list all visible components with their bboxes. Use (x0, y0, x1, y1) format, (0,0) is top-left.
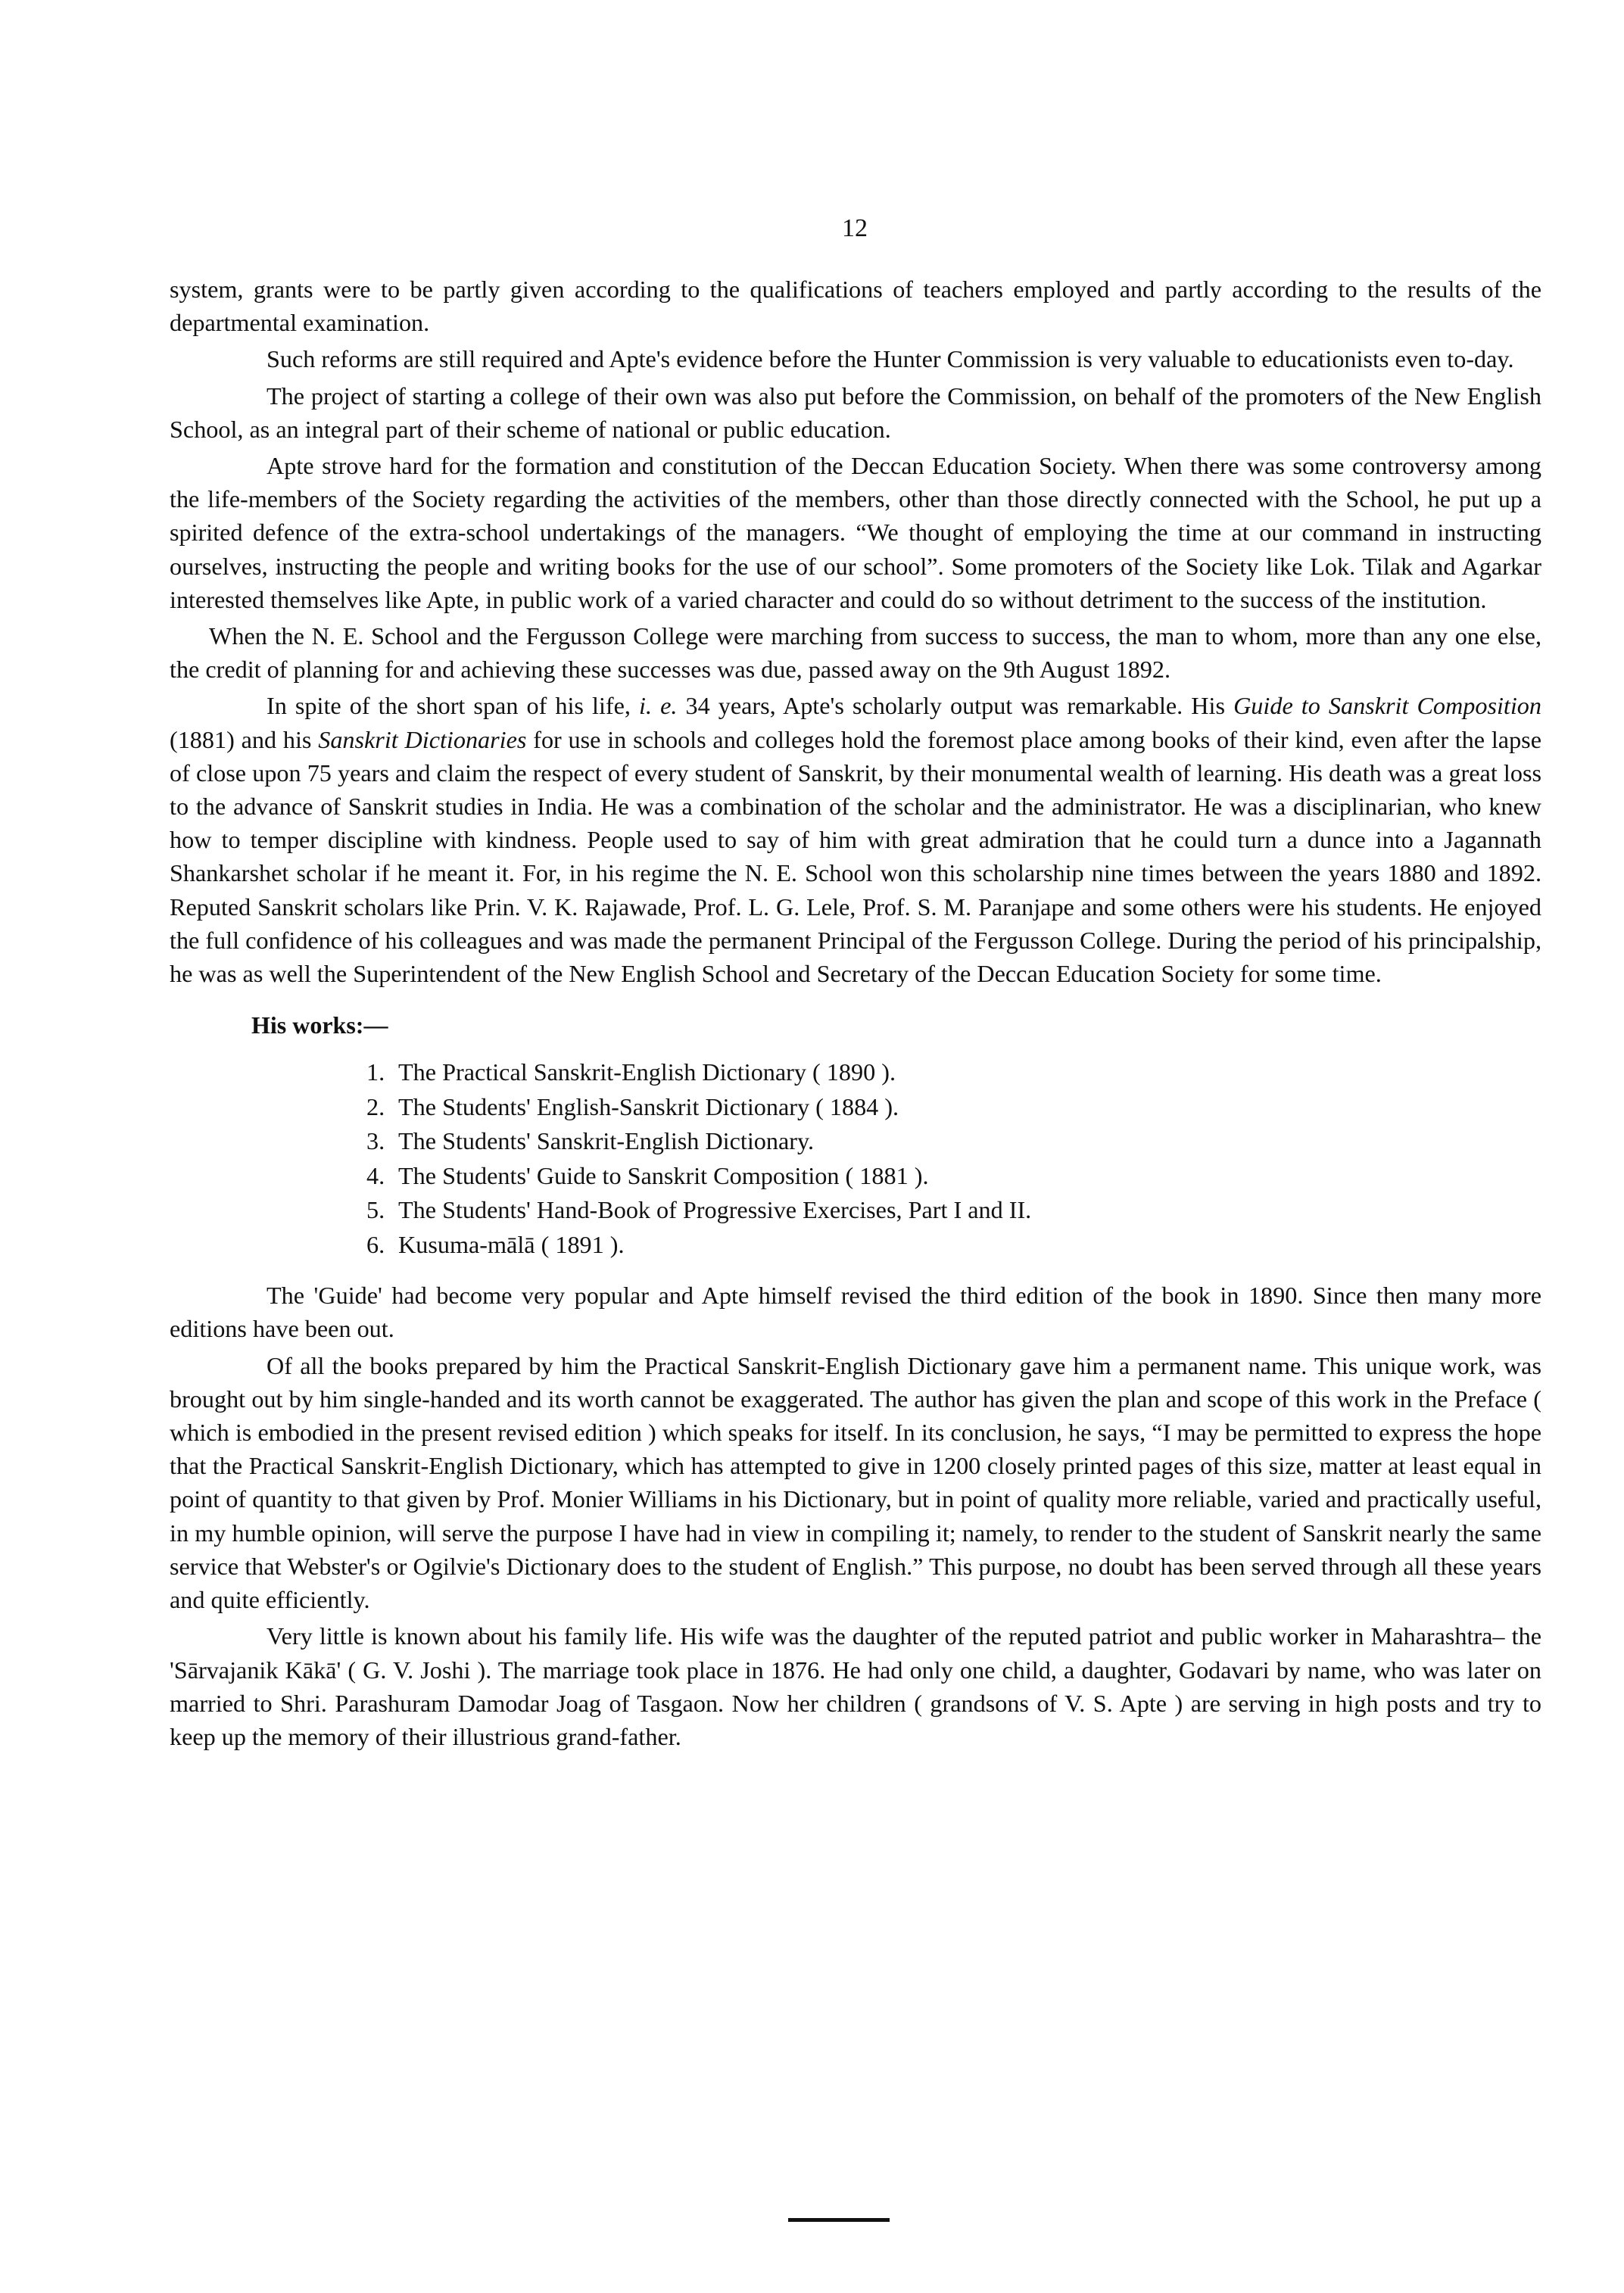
works-heading: His works:— (251, 1011, 388, 1039)
item-number: 4. (366, 1161, 385, 1189)
text-run: 34 years, Apte's scholarly output was remarkable. His (677, 692, 1234, 720)
item-number: 2. (366, 1092, 385, 1120)
item-number: 1. (366, 1058, 385, 1086)
item-number: 3. (366, 1127, 385, 1155)
works-list-item (366, 1124, 1541, 1159)
works-list-item (366, 1159, 1541, 1194)
paragraph-death: When the N. E. School and the Fergusson College were marching from success to success, the man to whom, more than any one else, the credit of planning for and achieving these successes was due, passed away on the 9th August 1892. (170, 622, 1541, 684)
item-number: 6. (366, 1230, 385, 1258)
works-list-item (366, 1228, 1541, 1263)
paragraph-college-project: The project of starting a college of their own was also put before the Commission, on behalf of the promoters of the New English School, as an integral part of their scheme of national or public education. (170, 382, 1541, 443)
book-title-dictionaries: Sanskrit Dictionaries (318, 725, 527, 753)
end-rule (788, 2218, 890, 2222)
works-list-item (366, 1090, 1541, 1125)
item-text: The Students' Sanskrit-English Dictionary. (398, 1127, 815, 1155)
item-text: Kusuma-mālā ( 1891 ). (398, 1230, 625, 1258)
item-text: The Students' Hand-Book of Progressive Exercises, Part I and II. (398, 1196, 1032, 1224)
paragraph-grants-system: system, grants were to be partly given according to the qualifications of teachers employed and partly according to the results of the departmental examination. (170, 276, 1541, 337)
italic-ie: i. e. (639, 692, 678, 720)
book-title-guide: Guide to Sanskrit Composition (1233, 692, 1541, 720)
page-number: 12 (842, 214, 868, 242)
text-run: In spite of the short span of his life, (267, 692, 640, 720)
text-run: for use in schools and colleges hold the foremost place among books of their kind, even after the lapse of close upon 75 years and claim the respect of every student of Sanskrit, by their monumental wealth of learning. His death was a great loss to the advance of Sanskrit studies in India. He was a combination of the scholar and the administrator. He was a disciplinarian, who knew how to temper discipline with kindness. People used to say of him with great admiration that he could turn a dunce into a Jagannath Shankarshet scholar if he meant it. For, in his regime the N. E. School won this scholarship nine times between the years 1880 and 1892. Reputed Sanskrit scholars like Prin. V. K. Rajawade, Prof. L. G. Lele, Prof. S. M. Paranjape and some others were his students. He enjoyed the full confidence of his colleagues and was made the permanent Principal of the Fergusson College. During the period of his principalship, he was as well the Superintendent of the New English School and Secretary of the Deccan Education Society for some time. (170, 725, 1541, 988)
item-number: 5. (366, 1196, 385, 1224)
works-list-item (366, 1193, 1541, 1228)
works-list-item (366, 1055, 1541, 1090)
paragraph-family-life: Very little is known about his family life. His wife was the daughter of the reputed patriot and public worker in Maharashtra– the 'Sārvajanik Kākā' ( G. V. Joshi ). The marriage took place in 1876. He had only one child, a daughter, Godavari by name, who was later on married to Shri. Parashuram Damodar Joag of Tasgaon. Now her children ( grandsons of V. S. Apte ) are serving in high posts and try to keep up the memory of their illustrious grand-father. (170, 1622, 1541, 1750)
item-text: The Practical Sanskrit-English Dictionary ( 1890 ). (398, 1058, 896, 1086)
item-text: The Students' English-Sanskrit Dictionary ( 1884 ). (398, 1092, 899, 1120)
paragraph-practical-dictionary: Of all the books prepared by him the Practical Sanskrit-English Dictionary gave him a permanent name. This unique work, was brought out by him single-handed and its worth cannot be exaggerated. The author has given the plan and scope of this work in the Preface ( which is embodied in the present revised edition ) which speaks for itself. In its conclusion, he says, “I may be permitted to express the hope that the Practical Sanskrit-English Dictionary, which has attempted to give in 1200 closely printed pages of this size, matter at least equal in point of quantity to that given by Prof. Monier Williams in his Dictionary, but in point of quality more reliable, varied and practically useful, in my humble opinion, will serve the purpose I have had in view in compiling it; namely, to render to the student of Sanskrit nearly the same service that Webster's or Ogilvie's Dictionary does to the student of English.” This purpose, no doubt has been served through all these years and quite efficiently. (170, 1351, 1541, 1614)
paragraph-scholarly-output (170, 689, 1541, 990)
item-text: The Students' Guide to Sanskrit Composition ( 1881 ). (398, 1161, 929, 1189)
text-run: (1881) and his (170, 725, 319, 753)
body-text (170, 273, 1541, 1756)
works-list (170, 1055, 1541, 1262)
paragraph-deccan-society: Apte strove hard for the formation and constitution of the Deccan Education Society. When there was some controversy among the life-members of the Society regarding the activities of the members, other than those directly connected with the School, he put up a spirited defence of the extra-school undertakings of the managers. “We thought of employing the time at our command in instructing ourselves, instructing the people and writing books for the use of our school”. Some promoters of the Society like Lok. Tilak and Agarkar interested themselves like Apte, in public work of a varied character and could do so without detriment to the success of the institution. (170, 452, 1541, 613)
paragraph-guide-popularity: The 'Guide' had become very popular and Apte himself revised the third edition of the book in 1890. Since then many more editions have been out. (170, 1282, 1541, 1343)
paragraph-reforms: Such reforms are still required and Apte's evidence before the Hunter Commission is very valuable to educationists even to-day. (267, 345, 1514, 373)
